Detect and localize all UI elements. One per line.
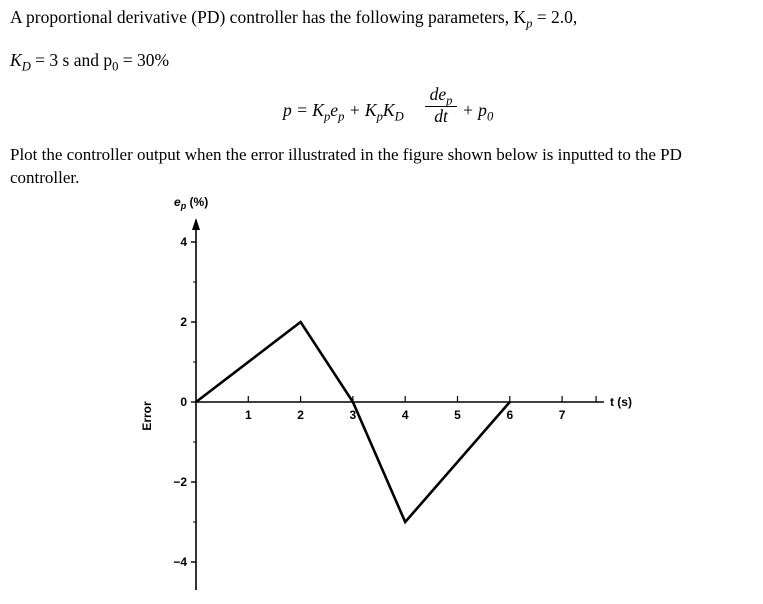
eq-fraction-numerator: $de_p$ <box>429 84 453 108</box>
kd-subscript: D <box>21 59 31 74</box>
kp-value: = 2.0, <box>536 7 578 27</box>
eq-left: p = K <box>283 100 324 120</box>
y-tick-label: −2 <box>173 475 187 489</box>
x-tick-label: 2 <box>297 408 304 422</box>
x-tick-label: 6 <box>506 408 514 422</box>
y-tick-label: 0 <box>180 395 187 409</box>
chart-axes <box>192 218 604 590</box>
kp-subscript: p <box>526 16 533 31</box>
p0-value: = 30% <box>122 50 170 70</box>
eq-plus-p0: + p <box>462 100 487 120</box>
y-tick-label: 2 <box>180 315 187 329</box>
eq-e: e <box>330 100 339 120</box>
x-tick-label: 1 <box>244 408 252 422</box>
kd-symbol: K <box>10 50 22 70</box>
eq-kd: K <box>382 100 395 120</box>
p0-subscript: 0 <box>112 59 119 74</box>
eq-fraction-denominator: dt <box>434 106 448 127</box>
x-tick-label: 4 <box>401 408 409 422</box>
error-series-line <box>196 322 510 522</box>
problem-intro-text: A proportional derivative (PD) controller has the following parameters, K <box>10 7 527 27</box>
x-axis-title: t (s) <box>609 395 632 409</box>
chart-series <box>196 322 510 522</box>
eq-kd-sub: D <box>394 109 404 124</box>
eq-plus-kp: + K <box>348 100 377 120</box>
chart-labels <box>140 195 632 569</box>
prompt-line2: controller. <box>10 168 80 187</box>
prompt-line1: Plot the controller output when the error illustrated in the figure shown below is inputted to the PD <box>10 145 682 164</box>
y-axis-title: $e_p$ (%) <box>174 195 209 211</box>
y-tick-label: 4 <box>180 235 187 249</box>
y-tick-label: −4 <box>173 555 187 569</box>
x-tick-label: 3 <box>349 408 357 422</box>
eq-p0-sub: 0 <box>486 109 494 124</box>
eq-kp-sub: p <box>376 109 383 124</box>
kd-value: = 3 s and p <box>35 50 113 70</box>
x-tick-label: 7 <box>558 408 566 422</box>
eq-sub-p: p <box>323 109 331 124</box>
y-axis-arrow <box>192 218 200 230</box>
eq-e-sub: p <box>338 109 345 124</box>
x-tick-label: 5 <box>454 408 461 422</box>
y-side-label: Error <box>140 401 154 431</box>
